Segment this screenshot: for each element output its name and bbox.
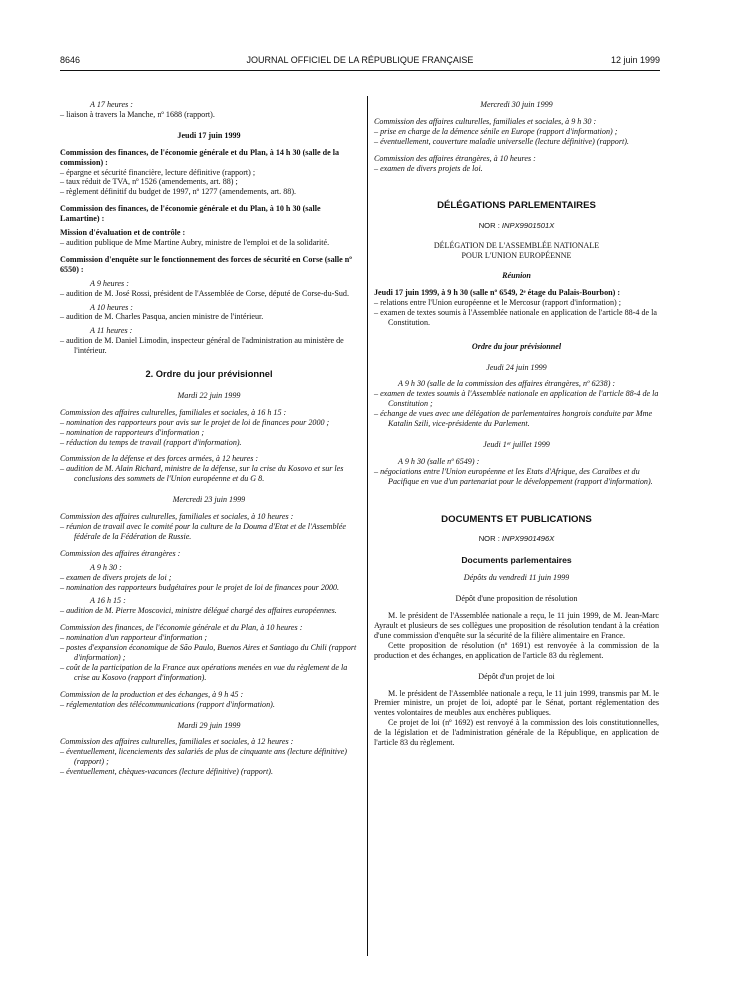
agenda-item: – audition de M. Alain Richard, ministre de la défense, sur la crise du Kosovo et sur les conclusions des sommets de l'Union européenne et du G 8. xyxy=(60,464,344,484)
agenda-item: – nomination des rapporteurs pour avis sur le projet de loi de finances pour 2000 ; xyxy=(60,417,330,427)
section-title: DÉLÉGATIONS PARLEMENTAIRES xyxy=(437,200,596,212)
day-heading: Mercredi 23 juin 1999 xyxy=(172,495,246,505)
paragraph: M. le président de l'Assemblée nationale a reçu, le 11 juin 1999, de M. Jean-Marc Ayrault et plusieurs de ses collègues une proposition de résolution tendant à la création d'une commission d'enquête sur la sécurité de la filière alimentaire en France. xyxy=(374,611,659,640)
agenda-item: – négociations entre l'Union européenne et les Etats d'Afrique, des Caraïbes et du Pacifique en vue d'un partenariat pour le développement (rapport d'information). xyxy=(374,466,653,486)
agenda-item: – audition publique de Mme Martine Aubry, ministre de l'emploi et de la solidarité. xyxy=(60,237,330,247)
column-divider xyxy=(367,96,368,956)
delegation-name: DÉLÉGATION DE L'ASSEMBLÉE NATIONALE xyxy=(433,241,600,251)
deposit-title: Dépôt d'un projet de loi xyxy=(478,671,555,681)
agenda-item: – examen de divers projets de loi. xyxy=(374,163,483,173)
delegation-name: POUR L'UNION EUROPÉENNE xyxy=(461,251,572,261)
commission-heading: Commission des affaires étrangères, à 10 heures : xyxy=(374,153,536,163)
agenda-item: – réglementation des télécommunications (rapport d'information). xyxy=(60,699,275,709)
meeting-heading: Jeudi 17 juin 1999, à 9 h 30 (salle nº 6549, 2ᵉ étage du Palais-Bourbon) : xyxy=(374,287,621,297)
left-column xyxy=(60,100,358,777)
right-column xyxy=(374,100,659,748)
agenda-item: – réduction du temps de travail (rapport d'information). xyxy=(60,437,242,447)
agenda-item: – échange de vues avec une délégation de parlementaires hongrois conduite par Mme Katalin Szili, vice-présidente du Parlement. xyxy=(374,409,653,429)
subsection-title: Documents parlementaires xyxy=(461,555,572,566)
nor-value: INPX9901496X xyxy=(501,534,555,544)
time-label: A 16 h 15 : xyxy=(90,596,126,606)
agenda-item: – prise en charge de la démence sénile en Europe (rapport d'information) ; xyxy=(374,126,618,136)
mission-heading: Mission d'évaluation et de contrôle : xyxy=(60,228,186,238)
time-label: A 10 heures : xyxy=(90,302,133,312)
commission-heading: Commission des affaires culturelles, familiales et sociales, à 10 heures : xyxy=(60,512,294,522)
time-label: A 9 h 30 (salle nº 6549) : xyxy=(398,456,480,466)
agenda-item: – audition de M. Daniel Limodin, inspecteur général de l'administration au ministère de l'intérieur. xyxy=(60,336,344,356)
time-label: A 9 h 30 (salle de la commission des affaires étrangères, nº 6238) : xyxy=(398,379,616,389)
agenda-item: – réunion de travail avec le comité pour la culture de la Douma d'Etat et de l'Assemblée fédérale de la Fédération de Russie. xyxy=(60,522,346,541)
header-rule xyxy=(60,70,660,71)
day-heading: Jeudi 1ᵉʳ juillet 1999 xyxy=(483,439,550,449)
time-label: A 11 heures : xyxy=(90,326,133,336)
paragraph: Cette proposition de résolution (nº 1691) est renvoyée à la commission de la production et des échanges, en application de l'article 83 du règlement. xyxy=(374,640,659,660)
time-label: A 17 heures : xyxy=(90,100,133,109)
commission-heading: Commission des affaires culturelles, familiales et sociales, à 9 h 30 : xyxy=(374,116,597,126)
nor-value: INPX9901501X xyxy=(501,221,555,231)
agenda-item: – postes d'expansion économique de São Paulo, Buenos Aires et Santiago du Chili (rapport d'information) ; xyxy=(60,643,357,662)
issue-date: 12 juin 1999 xyxy=(610,55,660,65)
agenda-item: – épargne et sécurité financière, lecture définitive (rapport) ; xyxy=(60,167,256,177)
section-title: 2. Ordre du jour prévisionnel xyxy=(145,369,273,380)
agenda-item: – audition de M. Charles Pasqua, ancien ministre de l'intérieur. xyxy=(60,312,264,322)
commission-heading: Commission des finances, de l'économie générale et du Plan, à 14 h 30 (salle de la commission) : xyxy=(60,147,339,167)
agenda-item: – nomination de rapporteurs d'information ; xyxy=(60,427,205,437)
commission-heading: Commission de la défense et des forces armées, à 12 heures : xyxy=(60,454,259,464)
commission-heading: Commission des finances, de l'économie générale et du Plan, à 10 heures : xyxy=(60,623,303,633)
commission-heading: Commission des affaires culturelles, familiales et sociales, à 16 h 15 : xyxy=(60,407,287,417)
agenda-item: – règlement définitif du budget de 1997, nº 1277 (amendements, art. 88). xyxy=(60,187,297,197)
section-title: DOCUMENTS ET PUBLICATIONS xyxy=(441,513,592,525)
agenda-item: – examen de textes soumis à l'Assemblée nationale en application de l'article 88-4 de la Constitution ; xyxy=(374,389,659,409)
agenda-item: – éventuellement, chèques-vacances (lecture définitive) (rapport). xyxy=(60,767,273,777)
subsection-title: Ordre du jour prévisionnel xyxy=(471,341,562,351)
paragraph: Ce projet de loi (nº 1692) est renvoyé à la commission des lois constitutionnelles, de la législation et de l'administration générale de la République, en application de l'article 83 du règlement. xyxy=(374,718,659,748)
agenda-item: – éventuellement, couverture maladie universelle (lecture définitive) (rapport). xyxy=(374,136,629,146)
agenda-item: – audition de M. José Rossi, président de l'Assemblée de Corse, député de Corse-du-Sud. xyxy=(60,288,349,298)
agenda-item: – éventuellement, licenciements des salariés de plus de cinquante ans (lecture définitive) (rapport) ; xyxy=(60,747,347,767)
day-heading: Mardi 29 juin 1999 xyxy=(177,720,241,730)
time-label: A 9 heures : xyxy=(90,278,129,288)
time-label: A 9 h 30 : xyxy=(90,562,122,572)
nor-label: NOR : xyxy=(478,221,502,231)
commission-heading: Commission d'enquête sur le fonctionnement des forces de sécurité en Corse (salle nº 6550) : xyxy=(60,254,352,274)
day-heading: Jeudi 24 juin 1999 xyxy=(486,362,547,372)
agenda-item: – examen de divers projets de loi ; xyxy=(60,572,172,582)
agenda-item: – taux réduit de TVA, nº 1526 (amendements, art. 88) ; xyxy=(60,177,238,187)
commission-heading: Commission des finances, de l'économie générale et du Plan, à 10 h 30 (salle Lamartine) : xyxy=(60,204,321,224)
day-heading: Mercredi 30 juin 1999 xyxy=(480,100,553,109)
subsection-title: Réunion xyxy=(502,271,531,281)
page-number: 8646 xyxy=(60,55,81,65)
agenda-item: – liaison à travers la Manche, nº 1688 (rapport). xyxy=(60,109,215,119)
paragraph: M. le président de l'Assemblée nationale a reçu, le 11 juin 1999, transmis par M. le Premier ministre, un projet de loi, adopté par le Sénat, portant réglementation des ventes volontaires de meubles aux enchères publiques. xyxy=(374,688,659,718)
journal-title: JOURNAL OFFICIEL DE LA RÉPUBLIQUE FRANÇAISE xyxy=(246,55,474,65)
commission-heading: Commission des affaires étrangères : xyxy=(60,548,181,558)
agenda-item: – audition de M. Pierre Moscovici, ministre délégué chargé des affaires européennes. xyxy=(60,606,337,616)
deposit-title: Dépôt d'une proposition de résolution xyxy=(455,594,578,604)
commission-heading: Commission des affaires culturelles, familiales et sociales, à 12 heures : xyxy=(60,737,294,747)
agenda-item: – coût de la participation de la France aux opérations menées en vue du règlement de la crise au Kosovo (rapport d'information). xyxy=(60,662,348,682)
nor-reference xyxy=(374,534,659,544)
agenda-item: – nomination d'un rapporteur d'information ; xyxy=(60,633,208,643)
nor-label: NOR : xyxy=(478,534,502,544)
page-header xyxy=(60,55,660,69)
agenda-item: – relations entre l'Union européenne et le Mercosur (rapport d'information) ; xyxy=(374,297,621,307)
deposit-date: Dépôts du vendredi 11 juin 1999 xyxy=(463,573,570,583)
agenda-item: – nomination des rapporteurs budgétaires pour le projet de loi de finances pour 2000. xyxy=(60,582,340,592)
commission-heading: Commission de la production et des échanges, à 9 h 45 : xyxy=(60,689,244,699)
agenda-item: – examen de textes soumis à l'Assemblée nationale en application de l'article 88-4 de la Constitution. xyxy=(374,307,657,327)
day-heading: Jeudi 17 juin 1999 xyxy=(177,130,241,140)
nor-reference xyxy=(374,221,659,231)
day-heading: Mardi 22 juin 1999 xyxy=(177,390,241,400)
